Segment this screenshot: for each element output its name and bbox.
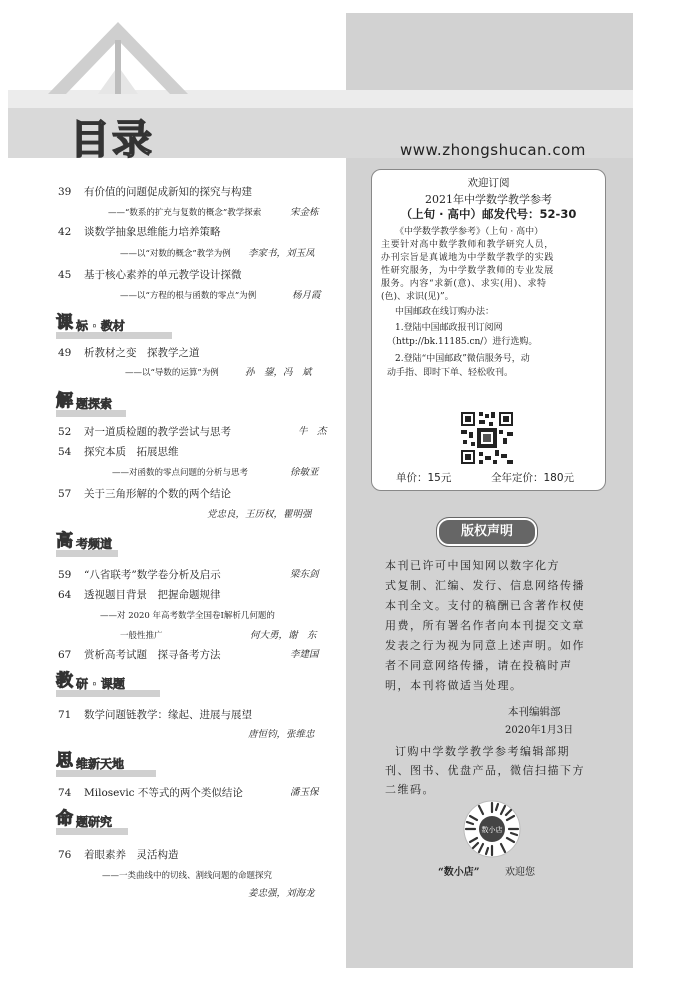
- roof-logo-icon: [38, 18, 198, 94]
- page-number: 49: [58, 347, 72, 359]
- page-number: 52: [58, 426, 72, 438]
- article-title: 透视题目背景 把握命题规律: [84, 589, 221, 601]
- article-subtitle: ——以“导数的运算”为例: [125, 368, 219, 378]
- article-author: 孙 鋆，冯 斌: [245, 367, 312, 378]
- qr-code-icon[interactable]: [459, 410, 515, 466]
- article-title: 谈数学抽象思维能力培养策略: [84, 226, 221, 238]
- article-author: 潘玉保: [290, 787, 319, 798]
- article-author: 姜忠强，刘海龙: [248, 888, 315, 899]
- subscribe-welcome: 欢迎订阅: [467, 177, 510, 189]
- copyright-text: 本刊全文。支付的稿酬已含著作权使: [385, 599, 585, 612]
- subscribe-step: 动手指、即时下单、轻松收刊。: [387, 368, 514, 378]
- signature-date: 2020年1月3日: [505, 725, 574, 736]
- subscribe-step-link[interactable]: （http://bk.11185.cn/）进行选购。: [387, 337, 538, 347]
- toc-entry[interactable]: [58, 445, 338, 459]
- page-number: 76: [58, 849, 72, 861]
- article-title: 探究本质 拓展思维: [84, 446, 179, 458]
- article-title: 数学问题链教学：缘起、进展与展望: [84, 709, 252, 721]
- toc-entry[interactable]: [58, 346, 338, 360]
- article-title: 赏析高考试题 探寻备考方法: [84, 649, 221, 661]
- article-subtitle: ——一类曲线中的切线、割线问题的命题探究: [102, 871, 273, 881]
- subscribe-intro: 《中学数学教学参考》（上旬 · 高中）: [395, 227, 544, 237]
- subscribe-step: 2.登陆“中国邮政”微信服务号，动: [395, 354, 530, 364]
- copyright-badge: 版权声明: [437, 518, 537, 546]
- toc-entry[interactable]: [58, 848, 338, 862]
- editor-signature: 本刊编辑部: [508, 706, 561, 718]
- article-author: 李建国: [290, 649, 319, 660]
- toc-entry[interactable]: [58, 588, 338, 602]
- article-subtitle: ——以“方程的根与函数的零点”为例: [120, 291, 257, 301]
- subscribe-intro: 主要针对高中数学教师和教学研究人员，: [381, 240, 554, 250]
- article-title: 关于三角形解的个数的两个结论: [84, 488, 231, 500]
- copyright-text: 者不同意网络传播，请在投稿时声: [385, 659, 573, 672]
- subscribe-intro: (色)、求识(见)”。: [381, 292, 454, 302]
- shop-name: “数小店”: [438, 867, 480, 878]
- article-title: 析教材之变 探教学之道: [84, 347, 200, 359]
- article-subtitle: ——以“对数的概念”教学为例: [120, 249, 231, 259]
- page-number: 54: [58, 446, 72, 458]
- article-author: 杨月霞: [292, 290, 321, 301]
- toc-entry[interactable]: [58, 268, 338, 282]
- unit-price: 单价：15元: [396, 472, 452, 484]
- article-author: 党忠良，王历权，瞿明强: [207, 509, 312, 520]
- toc-entry[interactable]: [58, 425, 338, 439]
- copyright-text: 发表之行为视为同意上述声明。如作: [385, 639, 585, 652]
- subscribe-step: 1.登陆中国邮政报刊订阅网: [395, 323, 503, 333]
- page-number: 59: [58, 569, 72, 581]
- article-author: 徐敏亚: [290, 467, 319, 478]
- subscribe-code-line: （上旬 · 高中）邮发代号：52-30: [400, 207, 577, 221]
- toc-entry[interactable]: [58, 225, 338, 239]
- article-author: 梁东剑: [290, 569, 319, 580]
- page-title: 目录: [70, 117, 154, 163]
- article-author: 唐恒钧，张维忠: [248, 729, 315, 740]
- mini-program-code-icon[interactable]: [463, 800, 521, 858]
- order-text: 二维码。: [385, 783, 435, 796]
- article-title: Milosevic 不等式的两个类似结论: [84, 787, 243, 799]
- annual-price: 全年定价：180元: [491, 472, 575, 484]
- article-subtitle-continued: 一般性推广: [120, 631, 163, 641]
- article-author: 牛 杰: [298, 426, 327, 437]
- article-title: 对一道质检题的教学尝试与思考: [84, 426, 231, 438]
- shop-welcome: 欢迎您: [505, 867, 535, 878]
- page-number: 71: [58, 709, 72, 721]
- toc-entry[interactable]: [58, 487, 338, 501]
- website-url[interactable]: www.zhongshucan.com: [400, 141, 586, 159]
- article-title: 基于核心素养的单元教学设计探微: [84, 269, 242, 281]
- page-number: 42: [58, 226, 72, 238]
- article-title: 有价值的问题促成新知的探究与构建: [84, 186, 252, 198]
- copyright-text: 式复制、汇编、发行、信息网络传播: [385, 579, 585, 592]
- article-subtitle: ——对函数的零点问题的分析与思考: [112, 468, 249, 478]
- page-number: 67: [58, 649, 72, 661]
- copyright-text: 用费，所有署名作者向本刊提交文章: [385, 619, 585, 632]
- order-text: 刊、图书、优盘产品，微信扫描下方: [385, 764, 585, 777]
- article-title: “八省联考”数学卷分析及启示: [84, 569, 221, 581]
- subscribe-year-line: 2021年中学数学教学参考: [425, 193, 552, 206]
- page-number: 45: [58, 269, 72, 281]
- article-subtitle: ——“数系的扩充与复数的概念”教学探索: [108, 208, 262, 218]
- article-author: 何大勇，谢 东: [250, 630, 317, 641]
- page-number: 74: [58, 787, 72, 799]
- page-number: 64: [58, 589, 72, 601]
- svg-text:数小店: 数小店: [481, 826, 503, 834]
- order-text: 订购中学数学教学参考编辑部期: [395, 745, 570, 758]
- article-author: 宋金栋: [290, 207, 319, 218]
- copyright-text: 本刊已许可中国知网以数字化方: [385, 559, 560, 572]
- toc-entry[interactable]: [58, 185, 338, 199]
- page-number: 57: [58, 488, 72, 500]
- subscribe-method: 中国邮政在线订购办法：: [395, 307, 495, 317]
- subscribe-intro: 办刊宗旨是真诚地为中学数学教学的实践: [381, 253, 554, 263]
- subscribe-intro: 性研究服务，为中学数学教师的专业发展: [381, 266, 554, 276]
- page-number: 39: [58, 186, 72, 198]
- subscribe-intro: 服务。内容“求新(意)、求实(用)、求特: [381, 279, 547, 289]
- article-author: 李家书，刘玉凤: [248, 248, 315, 259]
- toc-entry[interactable]: [58, 708, 338, 722]
- article-title: 着眼素养 灵活构造: [84, 849, 179, 861]
- copyright-text: 明，本刊将做适当处理。: [385, 679, 523, 692]
- article-subtitle: ——对 2020 年高考数学全国卷Ⅰ解析几何题的: [100, 611, 275, 621]
